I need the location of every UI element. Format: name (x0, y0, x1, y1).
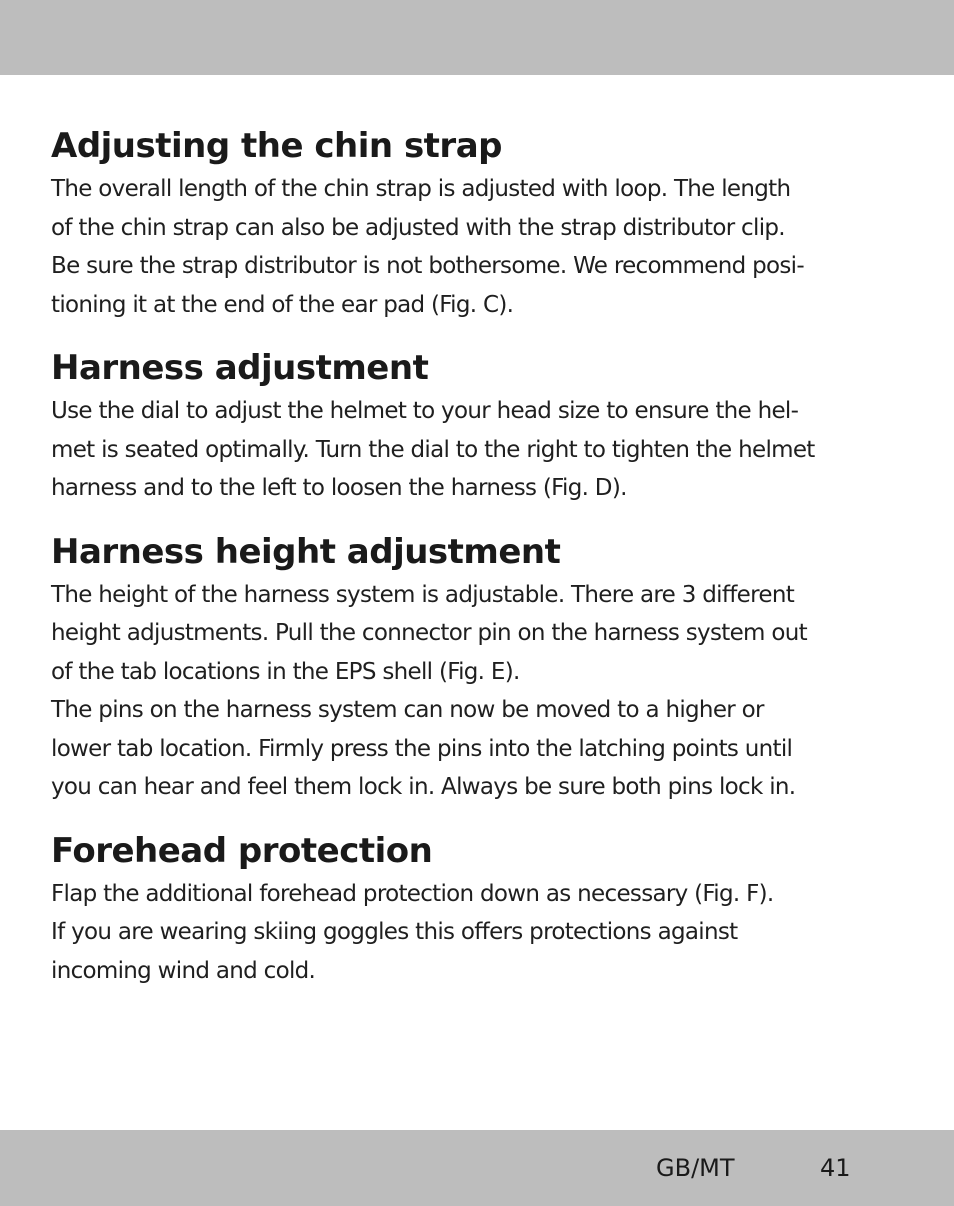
section-body (51, 576, 931, 807)
section-body (51, 392, 931, 508)
section-body (51, 170, 931, 324)
header-band (0, 0, 954, 75)
section-heading: Forehead protection (51, 830, 433, 871)
body-line: harness and to the left to loosen the harness (Fig. D). (51, 475, 627, 501)
page-number: 41 (820, 1154, 851, 1182)
body-line: lower tab location. Firmly press the pins into the latching points until (51, 735, 793, 762)
body-line: of the chin strap can also be adjusted with the strap distributor clip. (51, 214, 785, 241)
section-harness-height (51, 528, 931, 807)
body-line: height adjustments. Pull the connector pin on the harness system out (51, 620, 807, 646)
body-line: Flap the additional forehead protection down as necessary (Fig. F). (51, 880, 774, 907)
body-line: met is seated optimally. Turn the dial to the right to tighten the helmet (51, 436, 815, 463)
body-line: The pins on the harness system can now be moved to a higher or (51, 697, 764, 723)
section-forehead-protection (51, 827, 931, 991)
body-line: of the tab locations in the EPS shell (Fig. E). (51, 658, 520, 685)
body-line: If you are wearing skiing goggles this offers protections against (51, 919, 738, 945)
section-chin-strap (51, 122, 931, 324)
section-heading: Harness adjustment (51, 348, 429, 388)
body-line: tioning it at the end of the ear pad (Fig. C). (51, 291, 514, 318)
page-content (51, 122, 931, 990)
body-line: The overall length of the chin strap is adjusted with loop. The length (51, 176, 791, 202)
footer-band (0, 1130, 954, 1206)
body-line: The height of the harness system is adjustable. There are 3 different (51, 581, 795, 608)
body-line: Use the dial to adjust the helmet to your head size to ensure the hel- (51, 398, 799, 424)
section-harness-adjustment (51, 344, 931, 508)
section-heading: Adjusting the chin strap (51, 126, 502, 166)
section-heading: Harness height adjustment (51, 531, 561, 572)
section-body (51, 875, 931, 991)
body-line: you can hear and feel them lock in. Always be sure both pins lock in. (51, 774, 796, 800)
body-line: incoming wind and cold. (51, 957, 316, 984)
footer-language-code: GB/MT (656, 1154, 735, 1182)
body-line: Be sure the strap distributor is not bothersome. We recommend posi- (51, 253, 804, 279)
